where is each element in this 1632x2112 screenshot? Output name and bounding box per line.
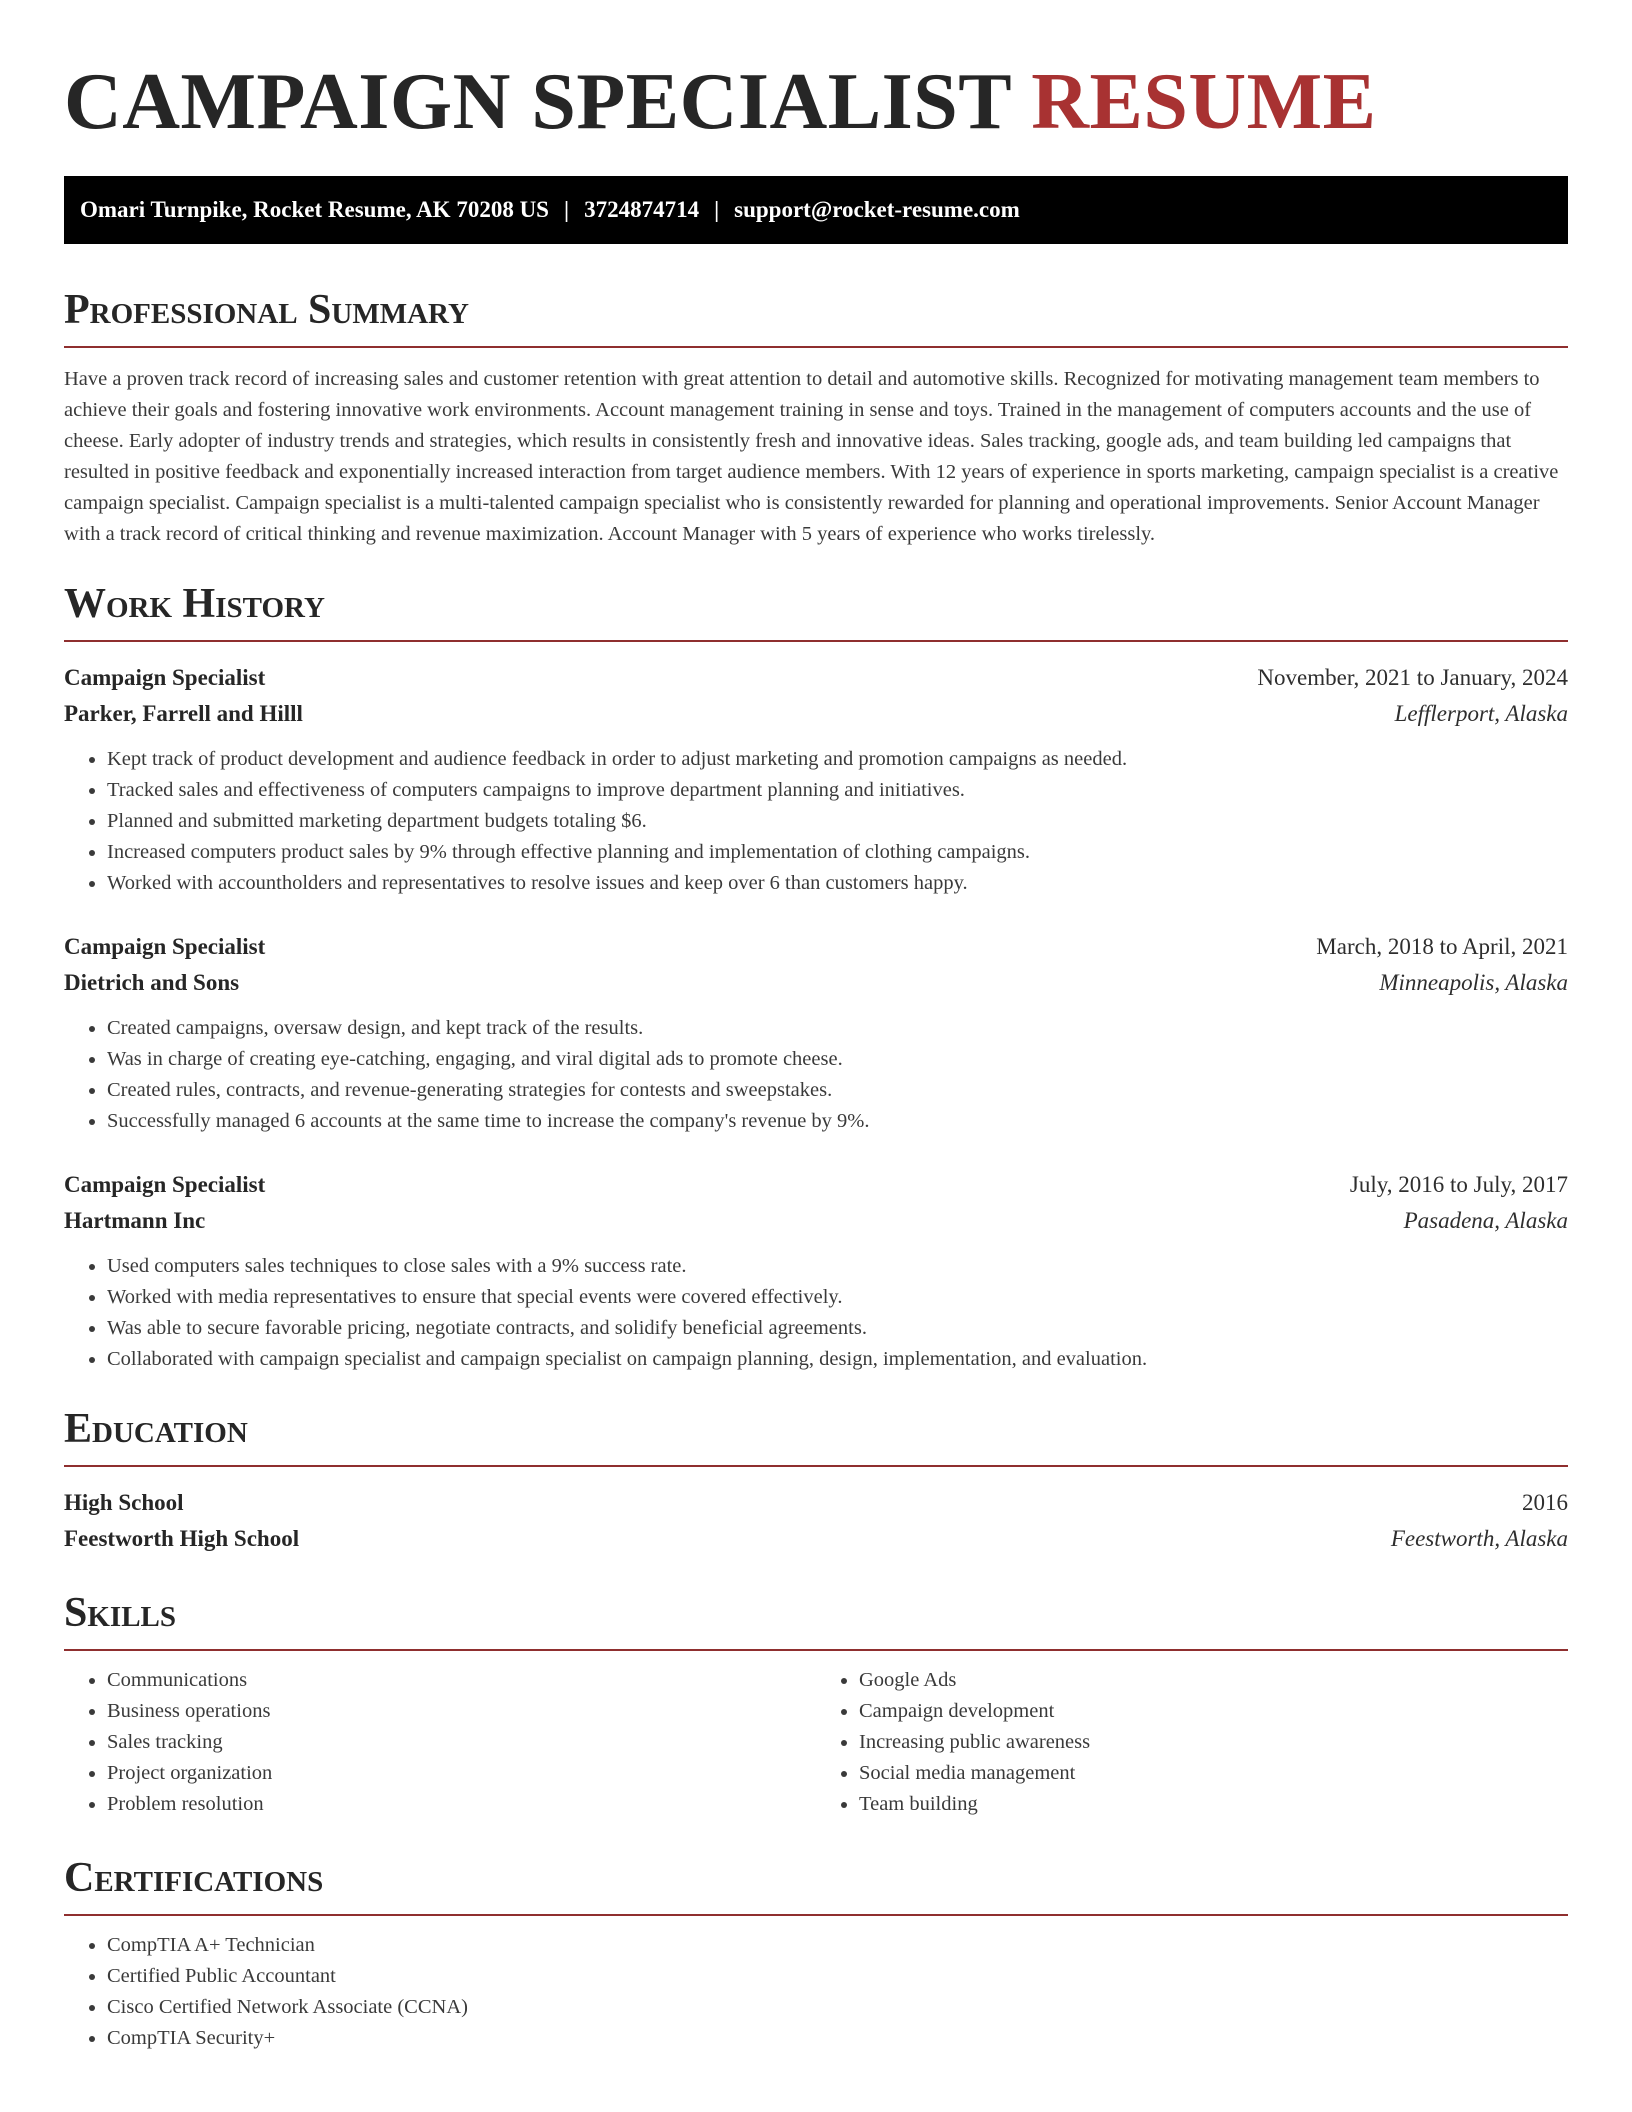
list-item: • Planned and submitted marketing department budgets totaling $6. bbox=[107, 806, 1568, 837]
skills-column-right bbox=[816, 1665, 1568, 1820]
certifications-list bbox=[64, 1930, 1568, 2054]
job-entry bbox=[64, 660, 1568, 899]
certifications-section bbox=[64, 1850, 1568, 2054]
job-dates: July, 2016 to July, 2017 bbox=[1349, 1172, 1568, 1197]
job-entry bbox=[64, 1167, 1568, 1375]
section-title: Work History bbox=[64, 581, 325, 627]
job-company: Dietrich and Sons bbox=[64, 970, 240, 995]
job-title: Campaign Specialist bbox=[64, 934, 266, 959]
job-location: Lefflerport, Alaska bbox=[1394, 701, 1568, 726]
job-header bbox=[64, 1167, 1568, 1203]
job-title: Campaign Specialist bbox=[64, 665, 266, 690]
section-divider bbox=[64, 346, 1568, 348]
list-item: • Project organization bbox=[107, 1758, 816, 1789]
title-main: CAMPAIGN SPECIALIST bbox=[64, 58, 1011, 146]
list-item: • Was in charge of creating eye-catching, engaging, and viral digital ads to promote cheese. bbox=[107, 1044, 1568, 1075]
skills-column-left bbox=[64, 1665, 816, 1820]
job-subheader bbox=[64, 696, 1568, 732]
summary-section bbox=[64, 282, 1568, 550]
work-history-section bbox=[64, 576, 1568, 1375]
list-item: • Cisco Certified Network Associate (CCNA) bbox=[107, 1992, 1568, 2023]
resume-title bbox=[64, 52, 1568, 152]
job-subheader bbox=[64, 1203, 1568, 1239]
section-divider bbox=[64, 1465, 1568, 1467]
section-divider bbox=[64, 1914, 1568, 1916]
list-item: • Successfully managed 6 accounts at the same time to increase the company's revenue by 9%. bbox=[107, 1106, 1568, 1137]
list-item: • Collaborated with campaign specialist and campaign specialist on campaign planning, design, implementation, and evaluation. bbox=[107, 1344, 1568, 1375]
list-item: • Increased computers product sales by 9% through effective planning and implementation of clothing campaigns. bbox=[107, 837, 1568, 868]
list-item: • Worked with accountholders and representatives to resolve issues and keep over 6 than customers happy. bbox=[107, 868, 1568, 899]
list-item: • Increasing public awareness bbox=[859, 1727, 1568, 1758]
list-item: • Sales tracking bbox=[107, 1727, 816, 1758]
list-item: • Campaign development bbox=[859, 1696, 1568, 1727]
list-item: • Google Ads bbox=[859, 1665, 1568, 1696]
job-location: Minneapolis, Alaska bbox=[1379, 970, 1568, 995]
list-item: • Tracked sales and effectiveness of computers campaigns to improve department planning and initiatives. bbox=[107, 775, 1568, 806]
education-degree: High School bbox=[64, 1490, 184, 1515]
job-header bbox=[64, 660, 1568, 696]
job-header bbox=[64, 929, 1568, 965]
job-company: Hartmann Inc bbox=[64, 1208, 206, 1233]
job-subheader bbox=[64, 965, 1568, 1001]
contact-phone: 3724874714 bbox=[584, 197, 700, 222]
education-section bbox=[64, 1401, 1568, 1557]
job-bullets bbox=[64, 1013, 1568, 1137]
section-title: Professional Summary bbox=[64, 287, 469, 333]
section-title: Education bbox=[64, 1406, 248, 1452]
contact-email: support@rocket-resume.com bbox=[734, 197, 1020, 222]
education-entry bbox=[64, 1485, 1568, 1557]
job-location: Pasadena, Alaska bbox=[1403, 1208, 1568, 1233]
list-item: • Kept track of product development and audience feedback in order to adjust marketing and promotion campaigns as needed. bbox=[107, 744, 1568, 775]
list-item: • Communications bbox=[107, 1665, 816, 1696]
summary-text: Have a proven track record of increasing sales and customer retention with great attention to detail and automotive skills. Recognized for motivating management team members to achieve their goals and fostering innovative work environments. Account management training in sense and toys. Trained in the management of computers accounts and the use of cheese. Early adopter of industry trends and strategies, which results in consistently fresh and innovative ideas. Sales tracking, google ads, and team building led campaigns that resulted in positive feedback and exponentially increased interaction from target audience members. With 12 years of experience in sports marketing, campaign specialist is a creative campaign specialist. Campaign specialist is a multi-talented campaign specialist who is consistently rewarded for planning and operational improvements. Senior Account Manager with a track record of critical thinking and revenue maximization. Account Manager with 5 years of experience who works tirelessly. bbox=[64, 368, 1559, 545]
section-title: Skills bbox=[64, 1590, 177, 1636]
education-location: Feestworth, Alaska bbox=[1390, 1526, 1568, 1551]
list-item: • Created rules, contracts, and revenue-generating strategies for contests and sweepstakes. bbox=[107, 1075, 1568, 1106]
resume-page bbox=[64, 52, 1568, 2054]
job-dates: March, 2018 to April, 2021 bbox=[1316, 934, 1568, 959]
education-subheader bbox=[64, 1521, 1568, 1557]
section-divider bbox=[64, 640, 1568, 642]
list-item: • CompTIA Security+ bbox=[107, 2023, 1568, 2054]
list-item: • Used computers sales techniques to close sales with a 9% success rate. bbox=[107, 1251, 1568, 1282]
skills-section bbox=[64, 1585, 1568, 1820]
job-entry bbox=[64, 929, 1568, 1137]
list-item: • Worked with media representatives to ensure that special events were covered effectively. bbox=[107, 1282, 1568, 1313]
section-title: Certifications bbox=[64, 1855, 324, 1901]
skills-grid bbox=[64, 1651, 1568, 1820]
job-company: Parker, Farrell and Hilll bbox=[64, 701, 303, 726]
job-title: Campaign Specialist bbox=[64, 1172, 266, 1197]
job-bullets bbox=[64, 744, 1568, 899]
list-item: • Created campaigns, oversaw design, and kept track of the results. bbox=[107, 1013, 1568, 1044]
contact-separator: | bbox=[563, 197, 570, 222]
education-year: 2016 bbox=[1522, 1490, 1568, 1515]
education-school: Feestworth High School bbox=[64, 1526, 300, 1551]
list-item: • Was able to secure favorable pricing, negotiate contracts, and solidify beneficial agreements. bbox=[107, 1313, 1568, 1344]
list-item: • Social media management bbox=[859, 1758, 1568, 1789]
education-header bbox=[64, 1485, 1568, 1521]
list-item: • CompTIA A+ Technician bbox=[107, 1930, 1568, 1961]
title-accent: RESUME bbox=[1031, 58, 1377, 146]
contact-separator: | bbox=[714, 197, 720, 222]
list-item: • Team building bbox=[859, 1789, 1568, 1820]
contact-address: Omari Turnpike, Rocket Resume, AK 70208 US bbox=[80, 197, 549, 222]
job-dates: November, 2021 to January, 2024 bbox=[1257, 665, 1568, 690]
job-bullets bbox=[64, 1251, 1568, 1375]
list-item: • Certified Public Accountant bbox=[107, 1961, 1568, 1992]
list-item: • Business operations bbox=[107, 1696, 816, 1727]
contact-bar bbox=[64, 176, 1568, 244]
list-item: • Problem resolution bbox=[107, 1789, 816, 1820]
